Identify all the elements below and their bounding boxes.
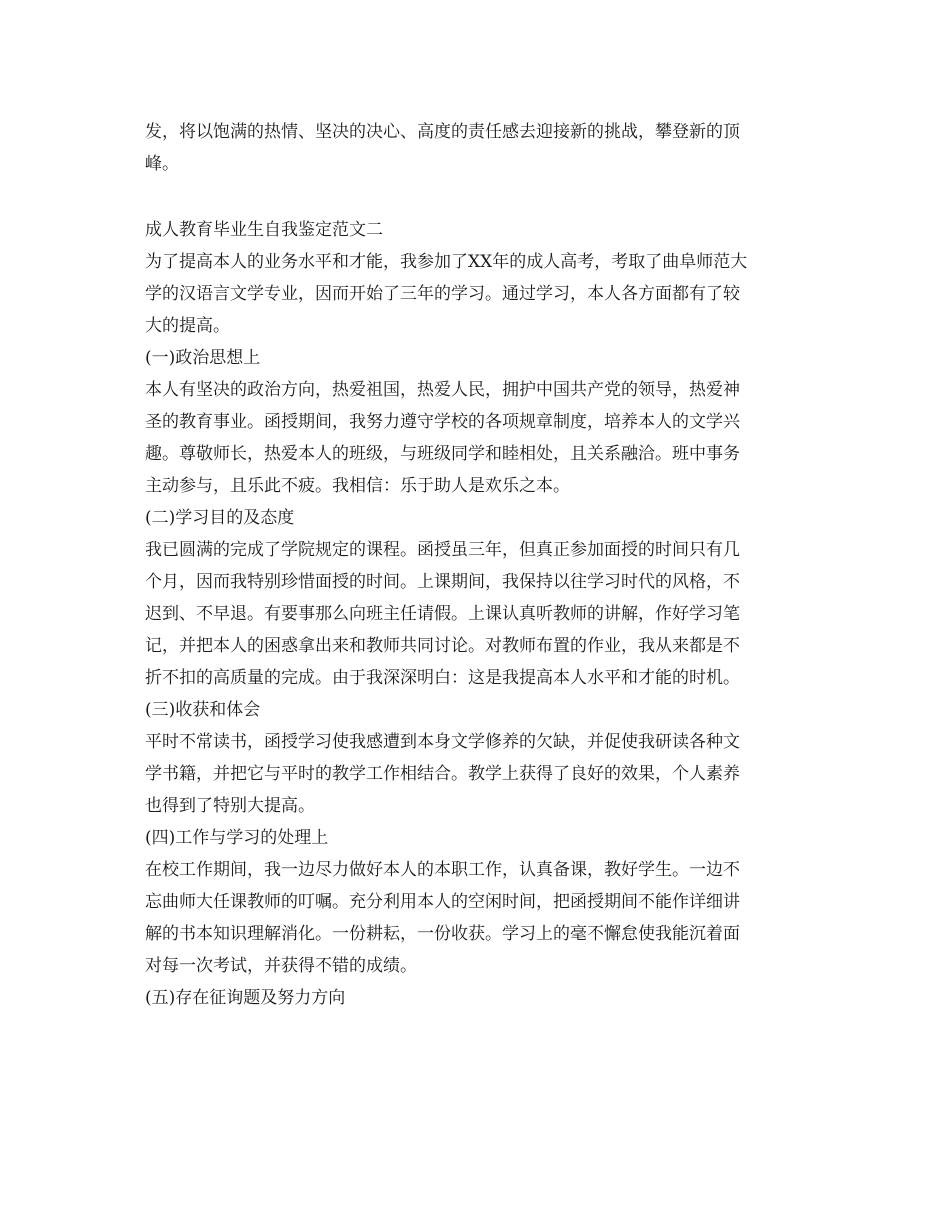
document-body (145, 116, 810, 1014)
text-line: 平时不常读书，函授学习使我感遭到本身文学修养的欠缺，并促使我研读各种文 (145, 732, 740, 752)
text-line: 忘曲师大任课教师的叮嘱。充分利用本人的空闲时间，把函授期间不能作详细讲 (145, 892, 740, 912)
section-heading: (二)学习目的及态度 (145, 508, 295, 528)
text-line: 学书籍，并把它与平时的教学工作相结合。教学上获得了良好的效果，个人素养 (145, 764, 740, 784)
text-line: 大的提高。 (145, 316, 230, 336)
text-line: 为了提高本人的业务水平和才能，我参加了XX年的成人高考，考取了曲阜师范大 (145, 252, 748, 272)
text-line: 在校工作期间，我一边尽力做好本人的本职工作，认真备课，教好学生。一边不 (145, 860, 740, 880)
section-political (145, 342, 810, 502)
section-heading: (三)收获和体会 (145, 700, 261, 720)
section-work-study (145, 822, 810, 982)
text-line: 也得到了特别大提高。 (145, 796, 315, 816)
section-heading: (五)存在征询题及努力方向 (145, 988, 346, 1008)
document-title: 成人教育毕业生自我鉴定范文二 (145, 220, 383, 240)
text-line: 峰。 (145, 154, 179, 174)
text-line: 解的书本知识理解消化。一份耕耘，一份收获。学习上的毫不懈怠使我能沉着面 (145, 924, 740, 944)
section-gains (145, 694, 810, 822)
intro-paragraph (145, 116, 810, 180)
section-heading: (四)工作与学习的处理上 (145, 828, 329, 848)
text-line: 主动参与，且乐此不疲。我相信：乐于助人是欢乐之本。 (145, 476, 570, 496)
section-heading: (一)政治思想上 (145, 348, 261, 368)
text-line: 对每一次考试，并获得不错的成绩。 (145, 956, 417, 976)
text-line: 本人有坚决的政治方向，热爱祖国，热爱人民，拥护中国共产党的领导，热爱神 (145, 380, 740, 400)
text-line: 迟到、不早退。有要事那么向班主任请假。上课认真听教师的讲解，作好学习笔 (145, 604, 740, 624)
paragraph-gap (145, 180, 810, 214)
section-problems (145, 982, 810, 1014)
text-line: 我已圆满的完成了学院规定的课程。函授虽三年，但真正参加面授的时间只有几 (145, 540, 740, 560)
text-line: 个月，因而我特别珍惜面授的时间。上课期间，我保持以往学习时代的风格，不 (145, 572, 740, 592)
text-line: 学的汉语言文学专业，因而开始了三年的学习。通过学习，本人各方面都有了较 (145, 284, 740, 304)
text-line: 折不扣的高质量的完成。由于我深深明白：这是我提高本人水平和才能的时机。 (145, 668, 740, 688)
section-study-attitude (145, 502, 810, 694)
text-line: 趣。尊敬师长，热爱本人的班级，与班级同学和睦相处，且关系融洽。班中事务 (145, 444, 740, 464)
text-line: 发，将以饱满的热情、坚决的决心、高度的责任感去迎接新的挑战，攀登新的顶 (145, 122, 740, 142)
text-line: 记，并把本人的困惑拿出来和教师共同讨论。对教师布置的作业，我从来都是不 (145, 636, 740, 656)
opening-paragraph (145, 246, 810, 342)
text-line: 圣的教育事业。函授期间，我努力遵守学校的各项规章制度，培养本人的文学兴 (145, 412, 740, 432)
